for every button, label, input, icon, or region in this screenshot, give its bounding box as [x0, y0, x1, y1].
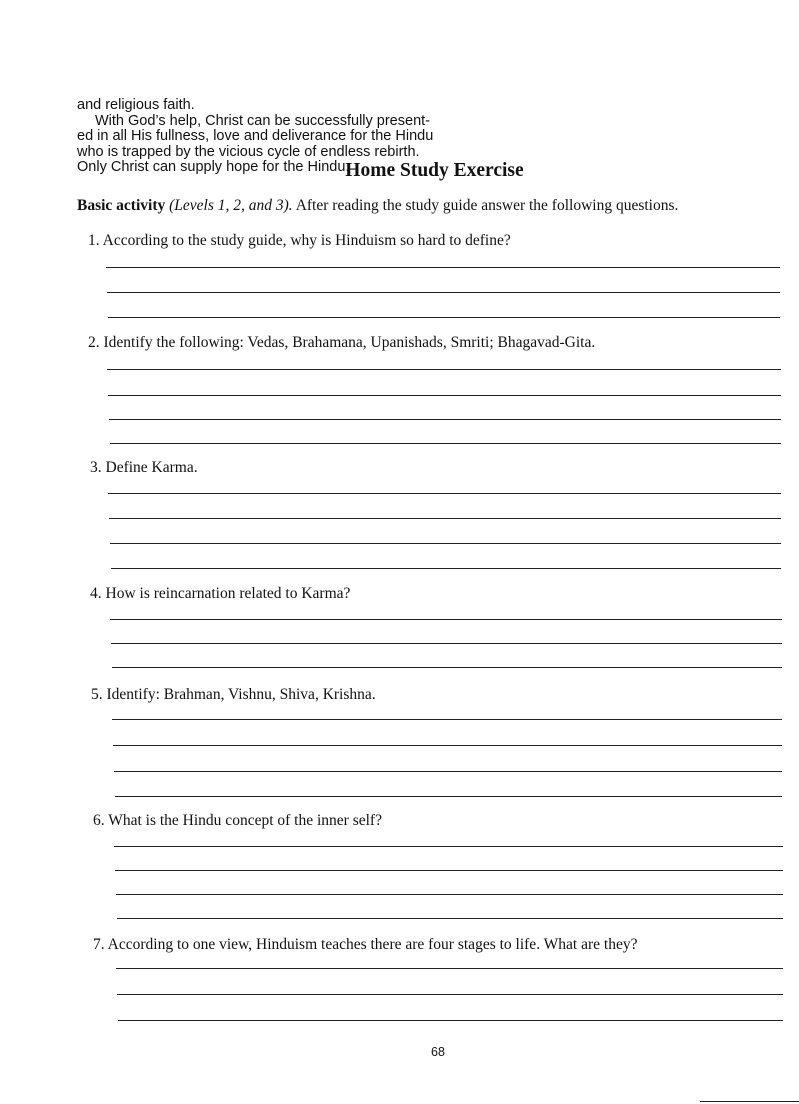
answer-line[interactable]	[116, 894, 783, 895]
question-1-text: 1. According to the study guide, why is Hinduism so hard to define?	[88, 232, 511, 249]
intro-line: Only Christ can supply hope for the Hindu.	[77, 159, 350, 175]
question-2-text: 2. Identify the following: Vedas, Brahamana, Upanishads, Smriti; Bhagavad-Gita.	[88, 334, 596, 351]
answer-line[interactable]	[115, 796, 782, 797]
answer-line[interactable]	[110, 619, 782, 620]
intro-line: and religious faith.	[77, 97, 195, 113]
intro-line: who is trapped by the vicious cycle of endless rebirth.	[77, 143, 420, 160]
answer-line[interactable]	[110, 443, 781, 444]
answer-line[interactable]	[106, 267, 780, 268]
answer-line[interactable]	[118, 1020, 783, 1021]
intro-line: ed in all His fullness, love and deliverance for the Hindu	[77, 128, 434, 144]
question-5-text: 5. Identify: Brahman, Vishnu, Shiva, Krishna.	[91, 686, 376, 703]
basic-activity-label: Basic activity	[77, 197, 166, 214]
answer-line[interactable]	[111, 643, 782, 644]
section-title: Home Study Exercise	[345, 160, 524, 181]
question-6-text: 6. What is the Hindu concept of the inner self?	[93, 812, 382, 829]
answer-line[interactable]	[107, 369, 781, 370]
question-3-text: 3. Define Karma.	[90, 459, 198, 476]
answer-line[interactable]	[117, 994, 783, 995]
answer-line[interactable]	[115, 870, 783, 871]
answer-line[interactable]	[110, 543, 781, 544]
answer-line[interactable]	[108, 395, 781, 396]
question-7-text: 7. According to one view, Hinduism teaches there are four stages to life. What are they?	[93, 936, 638, 953]
answer-line[interactable]	[109, 419, 781, 420]
answer-line[interactable]	[108, 493, 781, 494]
answer-line[interactable]	[111, 568, 781, 569]
answer-line[interactable]	[117, 918, 783, 919]
answer-line[interactable]	[114, 846, 783, 847]
page-edge-rule	[700, 1101, 799, 1102]
answer-line[interactable]	[108, 317, 780, 318]
answer-line[interactable]	[107, 292, 780, 293]
intro-line: With God’s help, Christ can be successfully present-	[95, 112, 430, 129]
answer-line[interactable]	[109, 518, 781, 519]
answer-line[interactable]	[112, 719, 782, 720]
instruction-text: After reading the study guide answer the following questions.	[295, 197, 679, 214]
levels-note: (Levels 1, 2, and 3).	[169, 197, 293, 214]
answer-line[interactable]	[114, 771, 782, 772]
answer-line[interactable]	[113, 745, 782, 746]
basic-activity-instructions	[77, 197, 678, 215]
answer-line[interactable]	[112, 667, 782, 668]
question-4-text: 4. How is reincarnation related to Karma?	[90, 585, 351, 602]
page-number: 68	[431, 1045, 445, 1059]
answer-line[interactable]	[116, 968, 783, 969]
